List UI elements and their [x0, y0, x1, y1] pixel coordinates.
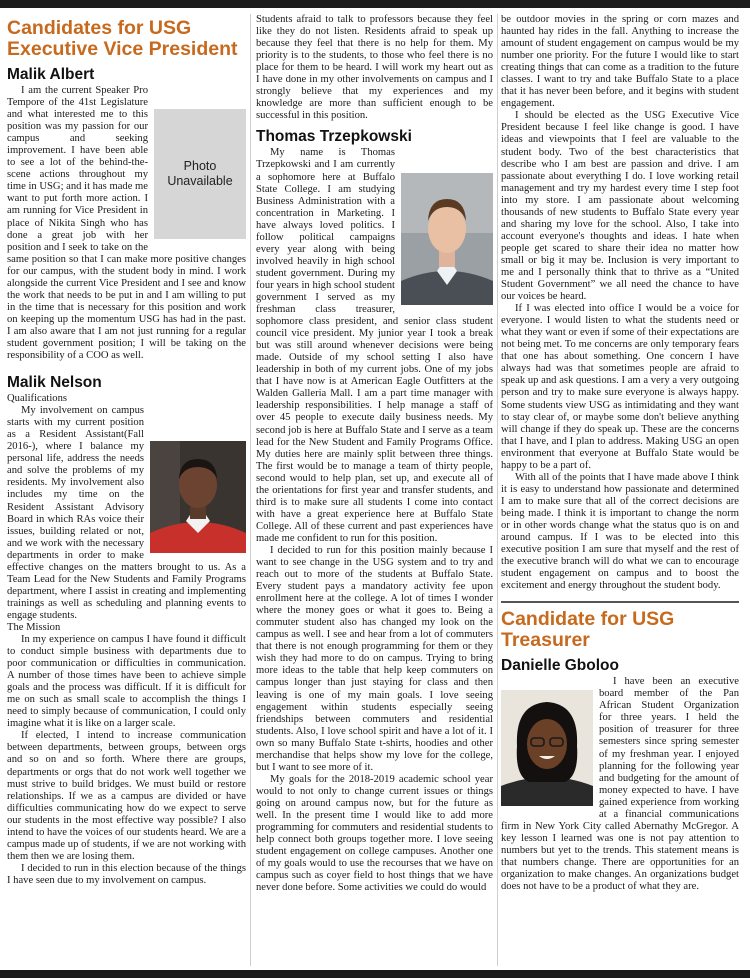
- label-qualifications: Qualifications: [7, 393, 68, 405]
- trzepkowski-paragraph-3: My goals for the 2018-2019 academic school year would to not only to change current issues or things going on around campus now, but for the future as well. In the present time I would like to add more programming for commuters and residential students to help connect both groups together more. I love seeing student engagement on college campuses. Another one of my goals would to use the recourses that we have on campus such as coyer field to host things that we have never done before. Some activities we could do would: [256, 773, 493, 894]
- candidate-name-nelson: Malik Nelson: [7, 374, 102, 392]
- photo-gboloo: [501, 690, 593, 806]
- column-1: [7, 14, 246, 967]
- top-rule: [0, 0, 750, 8]
- albert-paragraph-1: I am the current Speaker Pro Tempore of the 41st Legislature and what interested me to this position was my passion for our campus and seeking improvement. I have been able to see a lot of the behind-the-scene actions throughout my time in USG; and it has made me want to put forth more action. I am running for Vice President in place of Nikita Singh who has done a great job with her position and I seek to take on the same position so that I can make more positive changes for our campus, with the student body in mind. I work alongside the current Vice President and I see and know the work that needs to be put in and I am willing to put in the time that is necessary for this position and work on keeping up the momentum USG has had in the past. I am also aware that I am not just running for a regular student government position; I will be taking on the responsibility of a COO as well.: [7, 85, 246, 362]
- candidate-name-gboloo: Danielle Gboloo: [501, 657, 619, 675]
- section-header-treasurer: Candidate for USG Treasurer: [501, 608, 675, 652]
- trzepkowski-paragraph-1: My name is Thomas Trzepkowski and I am currently a sophomore here at Buffalo State College. I am studying Business Administration with a concentration in Marketing. I have always loved politics. I follow political campaigns every year along with being involved heavily in high school student government. During my four years in high school student government I served as my freshman class treasurer, sophomore class president, and senior class student council vice president. My junior year I took a break but was still around whenever decisions were being made. Outside of my school setting I also have leadership in both of my current jobs. One of my jobs that I have now is at American Eagle Outfitters at the Walden Galleria Mall. I am a part time manager with leadership responsibilities. I help manage a staff of over 45 people to execute daily business needs. My second job is here at Buffalo State and I serve as a team lead for the New Student and Family Programs Office. My duties here are mainly split between three things. The first would be to manage a team of thirty people, second would to help plan, set up, and execute all of the orientations for first year and transfer students, and third is to make sure all students I come into contact with have a great experience here at Buffalo State College. All of these current and past experiences have made me confident to run for this position.: [256, 147, 493, 544]
- column-divider: [497, 14, 498, 966]
- candidate-name-trzepkowski: Thomas Trzepkowski: [256, 128, 412, 146]
- gboloo-paragraph-1: I have been an executive board member of the Pan African Student Organization for three years. I held the position of treasurer for three semesters since spring semester of my freshman year. I enjoyed planning for the following year and budgeting for the amount of money expected to have. I have gained experience from working at a financial communications firm in New York City called Abernathy McGregor. A key lesson I learned was one is not pay attention to numbers but yet to the trends. This statement means is that numbers change. There are opportunities for an organization to make changes. An organizations budget does not have to be a product of what they are.: [501, 676, 739, 893]
- trzepkowski-paragraph-3-continued: be outdoor movies in the spring or corn mazes and haunted hay rides in the fall. Anything to increase the amount of student engagement on campus would be my number one priority. For the future I would like to start creating things that can come as a tradition to the future classes. I want to try and take Buffalo State to a place that it has never been before, and it begins with student engagement.: [501, 14, 739, 110]
- candidate-name-albert: Malik Albert: [7, 66, 95, 83]
- nelson-paragraph-3: If elected, I intend to increase communication between departments, between groups, between orgs and so on and so forth. Where there are groups, departments or orgs that do not work well together we must strive to build bridges. We must build or restore relationships. If we as a campus are divided or have difficulties communicating how do we expect to serve our students in the most effective way possible? I also intend to have the voices of our students heard. We are a campus made up of students, if we are not working with them then we are losing them.: [7, 730, 246, 862]
- portrait-trzepkowski: [401, 173, 493, 305]
- nelson-paragraph-4: I decided to run in this election because of the things I have seen due to my involvement on campus.: [7, 862, 246, 886]
- column-divider: [250, 14, 251, 966]
- photo-nelson: [150, 441, 246, 553]
- column-3: [501, 14, 739, 967]
- trzepkowski-paragraph-5: If I was elected into office I would be a voice for everyone. I would listen to what the students need or what they want or even if some of their expectations are not being met. To me concerns are only temporary fears that one has about something. One concern I have always had was that sometimes people are afraid to speak up and ask questions. I am a very a very outgoing person and try to make sure everyone is always happy. Some students view USG as intimidating and they want to stay clear of, or maybe some don't believe anything will change if they do speak up. These are the concerns that I have, and I plan to address. Making USG an open environment that everyone at Buffalo State would be happy to be a part of.: [501, 303, 739, 471]
- photo-unavailable-label: Photo Unavailable: [167, 159, 233, 188]
- photo-placeholder-albert: [154, 109, 246, 239]
- section-separator: [501, 601, 739, 603]
- trzepkowski-paragraph-4: I should be elected as the USG Executive Vice President because I feel like change is good. I have ideas and viewpoints that I feel are valuable to the student body. Two of the best characteristics that describe who I am best are passion and drive. I am passionate about everything I do. I love working retail management and try my hardest every time I step foot into my store. I am passionate about welcoming thousands of new students to Buffalo State every year and sharing my love for the school. Also, I take into account everyone's thoughts and ideas. I hate when people get scared to share their idea no matter how small or big it may be. Inclusion is very important to me and I personally think that to thrive as a “United Student Government” we all need the chance to have our voices be heard.: [501, 110, 739, 303]
- bottom-rule: [0, 970, 750, 978]
- portrait-nelson: [150, 441, 246, 553]
- label-mission: The Mission: [7, 621, 61, 633]
- nelson-paragraph-2: In my experience on campus I have found it difficult to conduct simple business with departments due to poor communication or difficulties in communication. A number of those times have been to achieve simple goals and the process was difficult. If it is difficult for me on such as small scale to accomplish the things I need to simply because of communication, I could only imagine what it is like on a larger scale.: [7, 634, 246, 730]
- trzepkowski-paragraph-6: With all of the points that I have made above I think it is easy to understand how passionate and determined I am to make sure that all of the correct decisions are being made. I think it is important to change the norm or in other words change what the status quo is on and around campus. If I was to be elected into this executive position I am sure that myself and the rest of the executive branch will do what we can to encourage student engagement on campus and to boost the excitement and energy throughout the student body.: [501, 471, 739, 592]
- photo-trzepkowski: [401, 173, 493, 305]
- column-2: [256, 14, 493, 967]
- trzepkowski-paragraph-2: I decided to run for this position mainly because I want to see change in the USG system and to try and reach out to more of the students at Buffalo State. Every student pays a mandatory activity fee upon enrollment here at the college. A lot of times I wonder where the money goes or what it goes to. Being a commuter student also has changed my look on the campus as well. I see and hear from a lot of commuters that there is not enough programming for them or they wish they had more to do on campus. Trying to bring more ideas to the table that help keep commuters on campus longer than just staying for class and then leaving is one of my main goals. I love seeing engagement within students especially seeing friendships between commuters and residential students. Also, I love school spirit and have a lot of it. I own so many Buffalo State t-shirts, hoodies and other merchandise that helps show my love for the college, but I want to see more of it.: [256, 544, 493, 773]
- nelson-paragraph-4-continued: Students afraid to talk to professors because they feel like they do not listen. Residents afraid to speak up because they feel that there is no help for them. My priority is to the students, to those who feel there is no place for them to be heard. I will work my heart out as I have done in my other involvements on campus and I strongly believe that my experiences and my knowledge are more than sufficient enough to be successful in this position.: [256, 14, 493, 122]
- nelson-paragraph-1: My involvement on campus starts with my current position as a Resident Assistant(Fall 2016-), where I balance my personal life, address the needs and solve the problems of my residents. My involvement also includes my time on the Resident Assistant Advisory Board in which RAs voice their issues, building related or not, and we work with the necessary departments in order to make effective changes on the matters brought to us. As a Team Lead for the New Students and Family Programs department, where I assist in creating and implementing trainings as well as scheduling and planning events to engage students.: [7, 405, 246, 621]
- section-header-vice-president: Candidates for USG Executive Vice President: [7, 17, 238, 60]
- portrait-gboloo: [501, 690, 593, 806]
